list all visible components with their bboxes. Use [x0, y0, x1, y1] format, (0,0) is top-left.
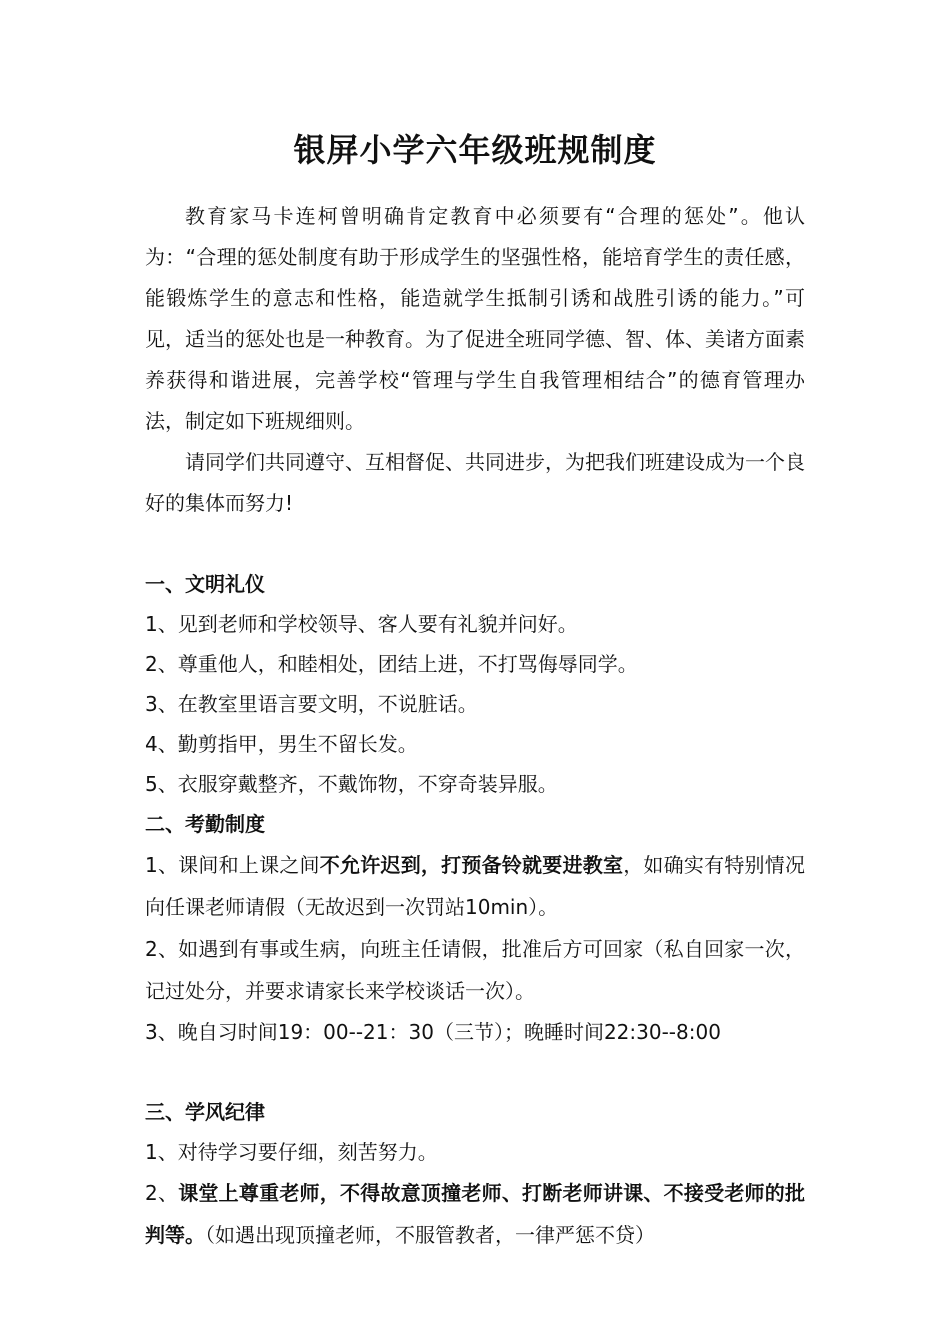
- item-text: 2、: [145, 1181, 179, 1205]
- spacer: [145, 1052, 805, 1092]
- intro-paragraph-2: 请同学们共同遵守、互相督促、共同进步，为把我们班建设成为一个良好的集体而努力!: [145, 450, 805, 515]
- list-item: [145, 844, 805, 928]
- item-text: ，如确实有特别情况向任课老师请假（无故迟到一次罚站10min）。: [145, 853, 806, 919]
- list-item: 1、对待学习要仔细，刻苦努力。: [145, 1140, 438, 1164]
- section-heading: 三、学风纪律: [145, 1100, 265, 1124]
- section-heading: 二、考勤制度: [145, 812, 265, 836]
- list-item: 3、在教室里语言要文明，不说脏话。: [145, 692, 478, 716]
- document-title: 银屏小学六年级班规制度: [293, 131, 657, 169]
- list-item: 2、尊重他人，和睦相处，团结上进，不打骂侮辱同学。: [145, 652, 638, 676]
- item-text: 1、课间和上课之间: [145, 853, 320, 877]
- item-text: （如遇出现顶撞老师，不服管教者，一律严惩不贷）: [205, 1223, 655, 1247]
- section-heading: 一、文明礼仪: [145, 572, 265, 596]
- list-item: 2、如遇到有事或生病，向班主任请假，批准后方可回家（私自回家一次，记过处分，并要求请家长来学校谈话一次）。: [145, 937, 805, 1003]
- section-etiquette: [145, 564, 805, 804]
- spacer: [145, 524, 805, 564]
- intro-paragraph-1: 教育家马卡连柯曾明确肯定教育中必须要有“合理的惩处”。他认为：“合理的惩处制度有助于形成学生的坚强性格，能培育学生的责任感，能锻炼学生的意志和性格，能造就学生抵制引诱和战胜引诱的能力。”可见，适当的惩处也是一种教育。为了促进全班同学德、智、体、美诸方面素养获得和谐进展，完善学校“管理与学生自我管理相结合”的德育管理办法，制定如下班规细则。: [145, 204, 805, 433]
- document-page: [145, 128, 805, 1256]
- list-item: [145, 1172, 805, 1256]
- item-emphasis: 课堂上尊重老师，不得故意顶撞老师、打断老师讲课、不接受老师的批判等。: [145, 1181, 805, 1247]
- section-study-discipline: [145, 1092, 805, 1256]
- item-emphasis: 不允许迟到，打预备铃就要进教室: [319, 853, 624, 877]
- list-item: 1、见到老师和学校领导、客人要有礼貌并问好。: [145, 612, 578, 636]
- list-item: 4、勤剪指甲，男生不留长发。: [145, 732, 418, 756]
- section-attendance: [145, 804, 805, 1052]
- list-item: 3、晚自习时间19：00--21：30（三节）；晚睡时间22:30--8:00: [145, 1020, 721, 1044]
- list-item: 5、衣服穿戴整齐，不戴饰物，不穿奇装异服。: [145, 772, 558, 796]
